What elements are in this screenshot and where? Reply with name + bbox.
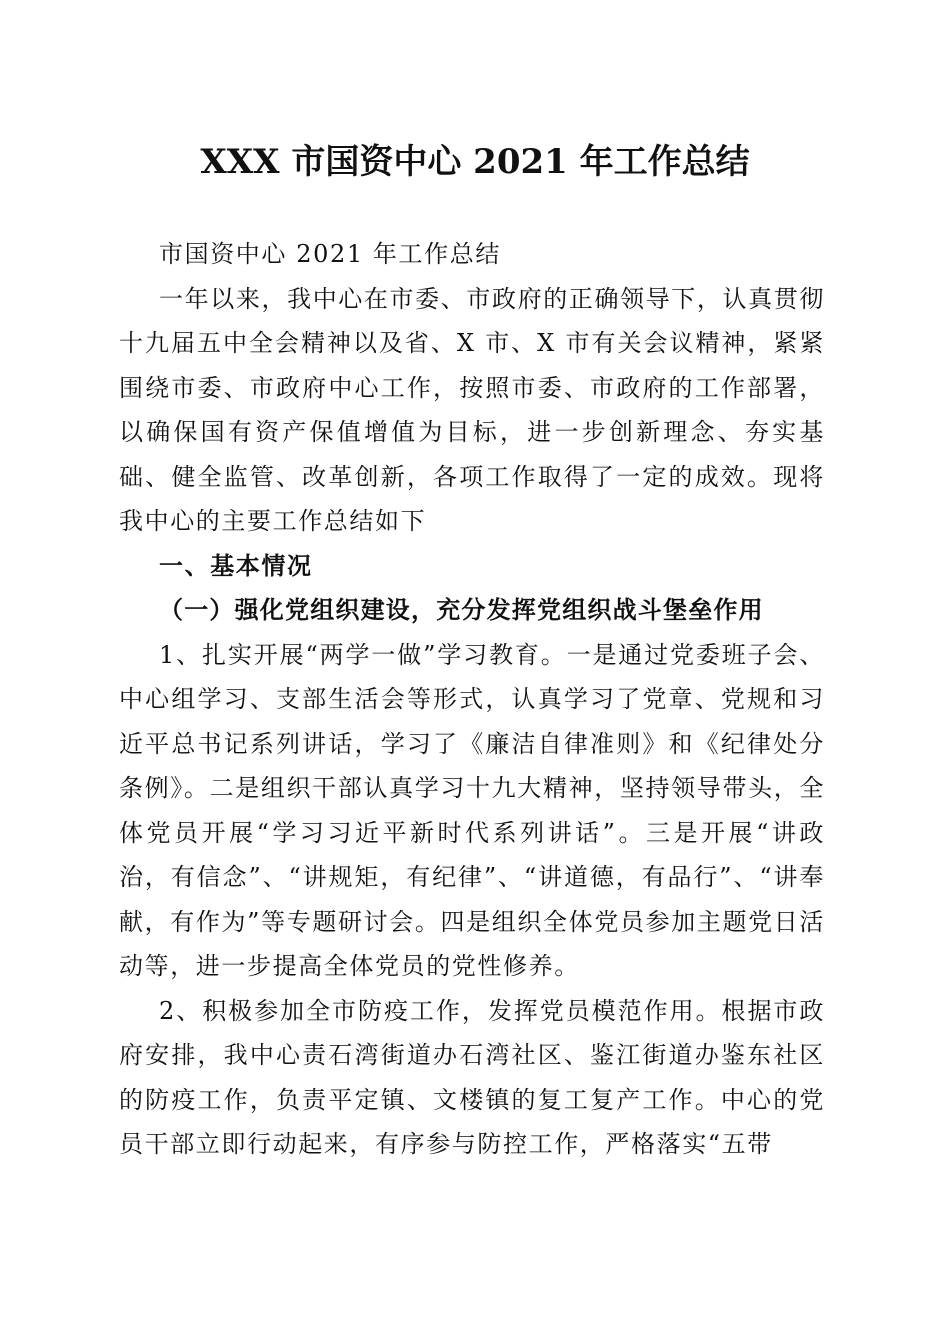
- paragraph-item-2: 2、积极参加全市防疫工作，发挥党员模范作用。根据市政府安排，我中心责石湾街道办石湾社区、鉴江街道办鉴东社区的防疫工作，负责平定镇、文楼镇的复工复产工作。中心的党员干部立即行动起来，有序参与防控工作，严格落实“五带: [119, 996, 825, 1158]
- section-heading-basic-situation: 一、基本情况: [159, 551, 313, 580]
- subsection-heading-party-building: （一）强化党组织建设，充分发挥党组织战斗堡垒作用: [159, 595, 764, 624]
- paragraph-item-1: 1、扎实开展“两学一做”学习教育。一是通过党委班子会、中心组学习、支部生活会等形式，认真学习了党章、党规和习近平总书记系列讲话，学习了《廉洁自律准则》和《纪律处分条例》。二是组织干部认真学习十九大精神，坚持领导带头，全体党员开展“学习习近平新时代系列讲话”。三是开展“讲政治，有信念”、“讲规矩，有纪律”、“讲道德，有品行”、“讲奉献，有作为”等专题研讨会。四是组织全体党员参加主题党日活动等，进一步提高全体党员的党性修养。: [119, 640, 825, 980]
- intro-paragraph: 一年以来，我中心在市委、市政府的正确领导下，认真贯彻十九届五中全会精神以及省、X 市、X 市有关会议精神，紧紧围绕市委、市政府中心工作，按照市委、市政府的工作部署，以确保国有资产保值增值为目标，进一步创新理念、夯实基础、健全监管、改革创新，各项工作取得了一定的成效。现将我中心的主要工作总结如下: [119, 284, 825, 535]
- document-subtitle: 市国资中心 2021 年工作总结: [159, 240, 501, 268]
- document-title: XXX 市国资中心 2021 年工作总结: [200, 142, 750, 182]
- document-body: [119, 232, 825, 1167]
